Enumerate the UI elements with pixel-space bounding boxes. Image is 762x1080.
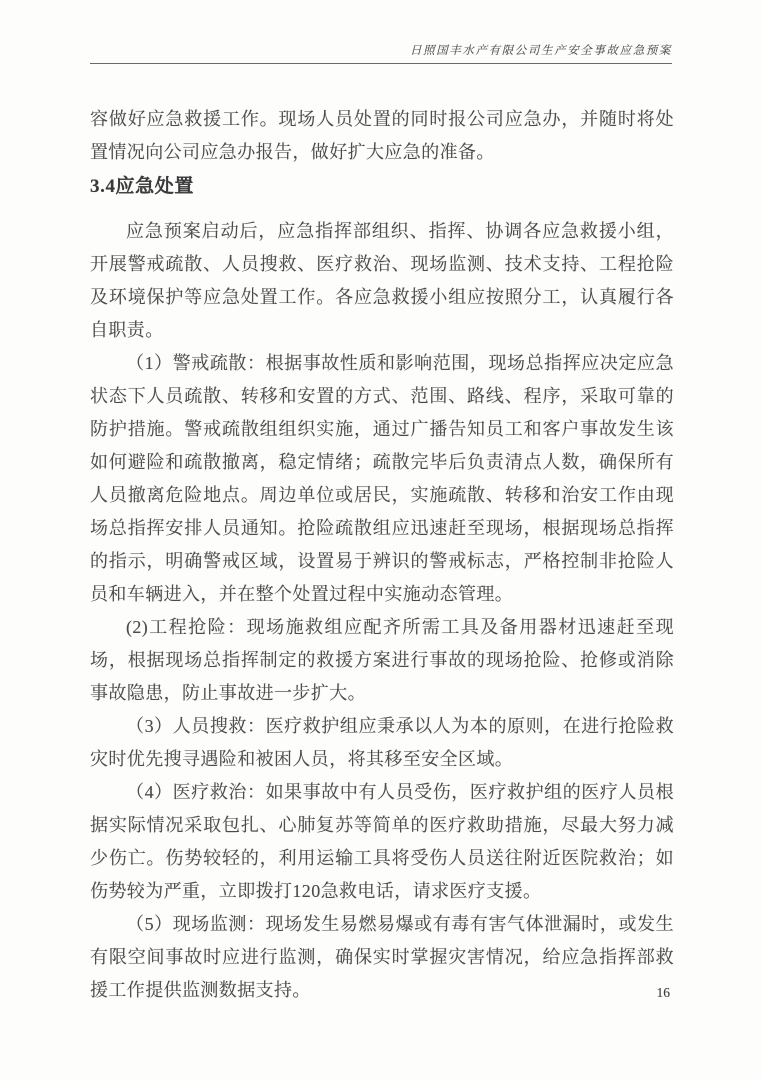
page-header bbox=[90, 42, 672, 64]
body-paragraph: （5）现场监测：现场发生易燃易爆或有毒有害气体泄漏时，或发生有限空间事故时应进行监测，确保实时掌握灾害情况，给应急指挥部救援工作提供监测数据支持。 bbox=[90, 914, 674, 1000]
body-paragraph: 容做好应急救援工作。现场人员处置的同时报公司应急办，并随时将处置情况向公司应急办报告，做好扩大应急的准备。 bbox=[90, 109, 674, 162]
body-paragraph: （1）警戒疏散：根据事故性质和影响范围，现场总指挥应决定应急状态下人员疏散、转移和安置的方式、范围、路线、程序，采取可靠的防护措施。警戒疏散组组织实施，通过广播告知员工和客户事故发生该如何避险和疏散撤离，稳定情绪；疏散完毕后负责清点人数，确保所有人员撤离危险地点。周边单位或居民，实施疏散、转移和治安工作由现场总指挥安排人员通知。抢险疏散组应迅速赶至现场，根据现场总指挥的指示，明确警戒区域，设置易于辨识的警戒标志，严格控制非抢险人员和车辆进入，并在整个处置过程中实施动态管理。 bbox=[90, 353, 674, 604]
document-body bbox=[90, 103, 674, 1007]
body-paragraph: （4）医疗救治：如果事故中有人员受伤，医疗救护组的医疗人员根据实际情况采取包扎、心肺复苏等简单的医疗救助措施，尽最大努力减少伤亡。伤势较轻的，利用运输工具将受伤人员送往附近医院救治；如伤势较为严重，立即拨打120急救电话，请求医疗支援。 bbox=[90, 782, 674, 901]
header-title: 日照国丰水产有限公司生产安全事故应急预案 bbox=[410, 45, 672, 57]
section-heading: 3.4应急处置 bbox=[90, 176, 194, 197]
body-paragraph: （3）人员搜救：医疗救护组应秉承以人为本的原则，在进行抢险救灾时优先搜寻遇险和被困人员，将其移至安全区域。 bbox=[90, 716, 674, 769]
page-number: 16 bbox=[656, 985, 670, 1000]
body-paragraph: 应急预案启动后，应急指挥部组织、指挥、协调各应急救援小组，开展警戒疏散、人员搜救、医疗救治、现场监测、技术支持、工程抢险及环境保护等应急处置工作。各应急救援小组应按照分工，认真履行各自职责。 bbox=[90, 221, 674, 340]
body-paragraph: (2)工程抢险：现场施救组应配齐所需工具及备用器材迅速赶至现场，根据现场总指挥制定的救援方案进行事故的现场抢险、抢修或消除事故隐患，防止事故进一步扩大。 bbox=[90, 617, 674, 703]
